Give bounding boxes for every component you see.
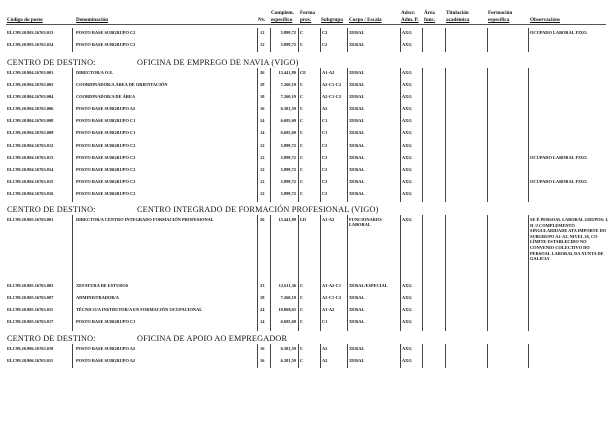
cell-forma: C: [300, 179, 304, 184]
cell-adscr: AXG: [402, 42, 412, 47]
cell-complem: 5.899,72: [280, 167, 296, 172]
cell-corpo: XERAL: [349, 82, 365, 87]
cell-subgrupo: A2: [322, 346, 328, 351]
cell-forma: C: [300, 307, 304, 312]
col-header-codigo: Código do posto: [7, 17, 43, 23]
col-header-complem-1: Complem.: [271, 10, 294, 16]
cell-codigo: ELC99.20.905.16763.003: [7, 283, 54, 288]
cell-adscr: AXG: [402, 283, 412, 288]
cell-forma: C: [300, 82, 304, 87]
table-row: [0, 191, 611, 203]
cell-adscr: AXG: [402, 358, 412, 363]
cell-codigo: ELC99.20.905.16763.001: [7, 217, 54, 222]
cell-codigo: ELC99.20.904.16763.013: [7, 155, 54, 160]
cell-complem: 5.899,72: [280, 179, 296, 184]
cell-corpo: XERAL: [349, 30, 365, 35]
col-header-area-1: Área: [424, 10, 435, 16]
cell-denominacion: POSTO BASE SUBGRUPO C2: [76, 42, 136, 47]
cell-codigo: ELC99.20.904.16763.014: [7, 167, 54, 172]
cell-nivel: 12: [260, 167, 265, 172]
cell-adscr: AXG: [402, 30, 412, 35]
cell-codigo: ELC99.20.905.16763.007: [7, 295, 54, 300]
cell-subgrupo: C1: [322, 319, 328, 324]
cell-adscr: AXG: [402, 106, 412, 111]
cell-forma: LD: [300, 217, 307, 222]
table-row: [0, 358, 611, 370]
cell-subgrupo: C2: [322, 42, 328, 47]
col-header-corpo: Corpo / Escala: [349, 17, 382, 23]
cell-adscr: AXG: [402, 118, 412, 123]
cell-forma: C: [300, 191, 304, 196]
cell-codigo: ELC99.20.904.16763.016: [7, 191, 54, 196]
table-row: [0, 94, 611, 106]
cell-nivel: 14: [260, 319, 265, 324]
table-row: [0, 155, 611, 167]
cell-codigo: ELC99.20.904.16763.003: [7, 82, 54, 87]
cell-nivel: 12: [260, 143, 265, 148]
cell-forma: C: [300, 42, 304, 47]
col-header-adscr-2: Adm. P.: [401, 17, 419, 23]
cell-codigo: ELC99.20.906.16763.010: [7, 346, 54, 351]
cell-obs: OCUPADO LABORAL FIXO.: [530, 155, 588, 160]
section-title: CENTRO INTEGRADO DE FORMACIÓN PROFESIONAL (VIGO): [137, 205, 379, 214]
cell-adscr: AXG: [402, 217, 412, 222]
cell-complem: 5.899,72: [280, 191, 296, 196]
cell-denominacion: POSTO BASE SUBGRUPO C2: [76, 179, 136, 184]
cell-forma: C: [300, 283, 304, 288]
cell-complem: 5.899,72: [280, 42, 296, 47]
cell-adscr: AXG: [402, 155, 412, 160]
cell-complem: 6.381,59: [280, 346, 296, 351]
cell-corpo: XERAL: [349, 94, 365, 99]
cell-forma: C: [300, 346, 304, 351]
cell-complem: 13.441,89: [278, 217, 296, 222]
cell-nivel: 18: [260, 82, 265, 87]
col-header-subgrupo: Subgrupo: [321, 17, 343, 23]
cell-subgrupo: C1: [322, 130, 328, 135]
cell-denominacion: POSTO BASE SUBGRUPO C2: [76, 30, 136, 35]
cell-subgrupo: C2: [322, 155, 328, 160]
cell-forma: C: [300, 143, 304, 148]
cell-corpo: XERAL/ESPECIAL: [349, 283, 388, 288]
cell-adscr: AXG: [402, 94, 412, 99]
col-header-forma-1: Forma: [300, 10, 315, 16]
cell-forma: CE: [300, 70, 307, 75]
cell-nivel: 12: [260, 155, 265, 160]
section-title: OFICINA DE APOIO AO EMPREGADOR: [137, 334, 288, 343]
cell-codigo: ELC99.20.906.16763.011: [7, 358, 54, 363]
cell-forma: C: [300, 319, 304, 324]
cell-subgrupo: C2: [322, 30, 328, 35]
cell-adscr: AXG: [402, 295, 412, 300]
table-row: [0, 167, 611, 179]
cell-subgrupo: A1-A2: [322, 70, 335, 75]
cell-forma: C: [300, 118, 304, 123]
cell-denominacion: POSTO BASE SUBGRUPO C1: [76, 130, 136, 135]
cell-forma: C: [300, 358, 304, 363]
section-title: OFICINA DE EMPREGO DE NAVIA (VIGO): [137, 58, 299, 67]
cell-nivel: 12: [260, 191, 265, 196]
cell-adscr: AXG: [402, 143, 412, 148]
cell-corpo: XERAL: [349, 179, 365, 184]
cell-complem: 13.441,89: [278, 70, 296, 75]
cell-corpo: XERAL: [349, 295, 365, 300]
cell-nivel: 26: [260, 70, 265, 75]
cell-codigo: ELC99.20.903.16763.013: [7, 30, 54, 35]
col-header-nivel: Nv.: [258, 17, 266, 23]
cell-obs: SE É PERSOAL LABORAL GRUPOS: I, II /J COMPLEMENTO SINGULARIDADE ATA IMPORTE DO SUBGRUPO A1-A2, NIVEL 26, CO LÍMITE ESTABLECIDO NO CONVENIO COLECTIVO DO PERSOAL LABORAL DA XUNTA DE GALICIA: [530, 217, 609, 262]
col-header-denominacion: Denominación: [76, 17, 108, 23]
cell-codigo: ELC99.20.905.16763.017: [7, 319, 54, 324]
cell-nivel: 16: [260, 358, 265, 363]
cell-nivel: 18: [260, 94, 265, 99]
cell-adscr: AXG: [402, 70, 412, 75]
cell-corpo: XERAL: [349, 155, 365, 160]
cell-denominacion: POSTO BASE SUBGRUPO C1: [76, 118, 136, 123]
cell-complem: 6.695,69: [280, 130, 296, 135]
table-row: [0, 179, 611, 191]
cell-corpo: XERAL: [349, 307, 365, 312]
cell-denominacion: POSTO BASE SUBGRUPO A2: [76, 106, 136, 111]
cell-denominacion: POSTO BASE SUBGRUPO C2: [76, 191, 136, 196]
cell-subgrupo: A1-A2: [322, 307, 335, 312]
cell-corpo: XERAL: [349, 118, 365, 123]
col-header-complem-2: específico: [271, 17, 293, 23]
cell-codigo: ELC99.20.904.16763.006: [7, 106, 54, 111]
table-row: [0, 319, 611, 331]
cell-complem: 10.868,65: [278, 307, 296, 312]
cell-complem: 7.260,19: [280, 295, 296, 300]
table-row: [0, 42, 611, 54]
cell-complem: 5.899,72: [280, 155, 296, 160]
cell-forma: C: [300, 30, 304, 35]
cell-adscr: AXG: [402, 167, 412, 172]
cell-denominacion: COORDINADOR/A ÁREA DE ORIENTACIÓN: [76, 82, 168, 87]
cell-forma: C: [300, 130, 304, 135]
cell-adscr: AXG: [402, 82, 412, 87]
cell-denominacion: POSTO BASE SUBGRUPO C1: [76, 319, 136, 324]
table-row: [0, 118, 611, 130]
cell-nivel: 12: [260, 179, 265, 184]
cell-complem: 6.381,59: [280, 106, 296, 111]
cell-obs: OCUPADO LABORAL FIXO.: [530, 179, 588, 184]
cell-codigo: ELC99.20.904.16763.008: [7, 118, 54, 123]
cell-corpo: XERAL: [349, 358, 365, 363]
cell-adscr: AXG: [402, 130, 412, 135]
cell-adscr: AXG: [402, 191, 412, 196]
table-row: [0, 283, 611, 295]
cell-subgrupo: C1: [322, 118, 328, 123]
col-header-adscr-1: Adscr.: [401, 10, 416, 16]
section-label: CENTRO DE DESTINO:: [7, 58, 96, 67]
cell-denominacion: POSTO BASE SUBGRUPO C2: [76, 167, 136, 172]
cell-codigo: ELC99.20.904.16763.004: [7, 94, 54, 99]
cell-denominacion: TÉCNICO/A INSTRUTOR/A EN FORMACIÓN OCUPACIONAL: [76, 307, 203, 312]
cell-denominacion: COORDINADOR/A DE ÁREA: [76, 94, 136, 99]
cell-denominacion: POSTO BASE SUBGRUPO C2: [76, 143, 136, 148]
col-header-formacion-2: específica: [488, 17, 510, 23]
col-header-titulacion-2: académica: [446, 17, 470, 23]
cell-subgrupo: A1-A2-C1: [322, 283, 342, 288]
table-row: [0, 143, 611, 155]
section-label: CENTRO DE DESTINO:: [7, 334, 96, 343]
cell-denominacion: XEFATURA DE ESTUDOS: [76, 283, 129, 288]
cell-complem: 6.381,59: [280, 358, 296, 363]
cell-adscr: AXG: [402, 307, 412, 312]
cell-corpo: XERAL: [349, 191, 365, 196]
table-row: [0, 130, 611, 142]
cell-adscr: AXG: [402, 346, 412, 351]
section-label: CENTRO DE DESTINO:: [7, 205, 96, 214]
col-header-area-2: func.: [424, 17, 436, 23]
cell-subgrupo: C2: [322, 143, 328, 148]
cell-corpo: XERAL: [349, 167, 365, 172]
cell-codigo: ELC99.20.904.16763.015: [7, 179, 54, 184]
cell-subgrupo: C2: [322, 191, 328, 196]
cell-corpo: XERAL: [349, 70, 365, 75]
cell-denominacion: POSTO BASE SUBGRUPO A2: [76, 358, 136, 363]
table-row: [0, 295, 611, 307]
cell-subgrupo: A2: [322, 358, 328, 363]
cell-forma: C: [300, 167, 304, 172]
cell-subgrupo: A2-C1-C2: [322, 94, 342, 99]
cell-complem: 7.260,19: [280, 94, 296, 99]
cell-corpo: XERAL: [349, 143, 365, 148]
table-row: [0, 30, 611, 42]
cell-complem: 7.260,19: [280, 82, 296, 87]
cell-subgrupo: A2: [322, 106, 328, 111]
header-divider: [6, 24, 606, 25]
cell-denominacion: DIRECTOR/A CENTRO INTEGRADO FORMACIÓN PROFESIONAL: [76, 217, 214, 222]
table-row: [0, 70, 611, 82]
cell-codigo: ELC99.20.904.16763.012: [7, 143, 54, 148]
cell-corpo: XERAL: [349, 42, 365, 47]
cell-corpo: XERAL: [349, 319, 365, 324]
cell-denominacion: DIRECTOR/A O.E.: [76, 70, 114, 75]
cell-codigo: ELC99.20.904.16763.001: [7, 70, 54, 75]
cell-denominacion: POSTO BASE SUBGRUPO A2: [76, 346, 136, 351]
cell-nivel: 18: [260, 295, 265, 300]
cell-subgrupo: A2-C1-C2: [322, 82, 342, 87]
cell-subgrupo: C2: [322, 179, 328, 184]
cell-nivel: 26: [260, 217, 265, 222]
cell-nivel: 16: [260, 106, 265, 111]
col-header-formacion-1: Formación: [488, 10, 513, 16]
cell-denominacion: POSTO BASE SUBGRUPO C2: [76, 155, 136, 160]
cell-complem: 12.611,36: [278, 283, 296, 288]
cell-corpo: XERAL: [349, 346, 365, 351]
cell-subgrupo: A2-C1-C2: [322, 295, 342, 300]
cell-complem: 6.695,69: [280, 118, 296, 123]
cell-subgrupo: A1-A2: [322, 217, 335, 222]
cell-nivel: 16: [260, 346, 265, 351]
cell-denominacion: ADMINISTRADOR/A: [76, 295, 119, 300]
cell-codigo: ELC99.20.903.16763.014: [7, 42, 54, 47]
cell-codigo: ELC99.20.904.16763.009: [7, 130, 54, 135]
cell-nivel: 23: [260, 283, 265, 288]
cell-corpo: FUNCIONARIO/ LABORAL: [349, 217, 383, 228]
col-header-titulacion-1: Titulación: [446, 10, 469, 16]
cell-codigo: ELC99.20.905.16763.011: [7, 307, 54, 312]
col-header-forma-2: prov.: [300, 17, 312, 23]
cell-complem: 6.695,69: [280, 319, 296, 324]
col-header-observacions: Observacións: [530, 17, 560, 23]
cell-forma: C: [300, 295, 304, 300]
table-row: [0, 307, 611, 319]
table-row: [0, 82, 611, 94]
cell-complem: 5.899,72: [280, 30, 296, 35]
cell-adscr: AXG: [402, 179, 412, 184]
cell-forma: C: [300, 94, 304, 99]
cell-corpo: XERAL: [349, 130, 365, 135]
cell-nivel: 24: [260, 307, 265, 312]
cell-obs: OCUPADO LABORAL FIXO.: [530, 30, 588, 35]
cell-forma: C: [300, 155, 304, 160]
cell-nivel: 14: [260, 130, 265, 135]
cell-forma: C: [300, 106, 304, 111]
cell-nivel: 14: [260, 118, 265, 123]
cell-nivel: 12: [260, 30, 265, 35]
cell-complem: 5.899,72: [280, 143, 296, 148]
table-row: [0, 217, 611, 277]
cell-subgrupo: C2: [322, 167, 328, 172]
table-row: [0, 346, 611, 358]
table-row: [0, 106, 611, 118]
cell-adscr: AXG: [402, 319, 412, 324]
cell-nivel: 12: [260, 42, 265, 47]
cell-corpo: XERAL: [349, 106, 365, 111]
